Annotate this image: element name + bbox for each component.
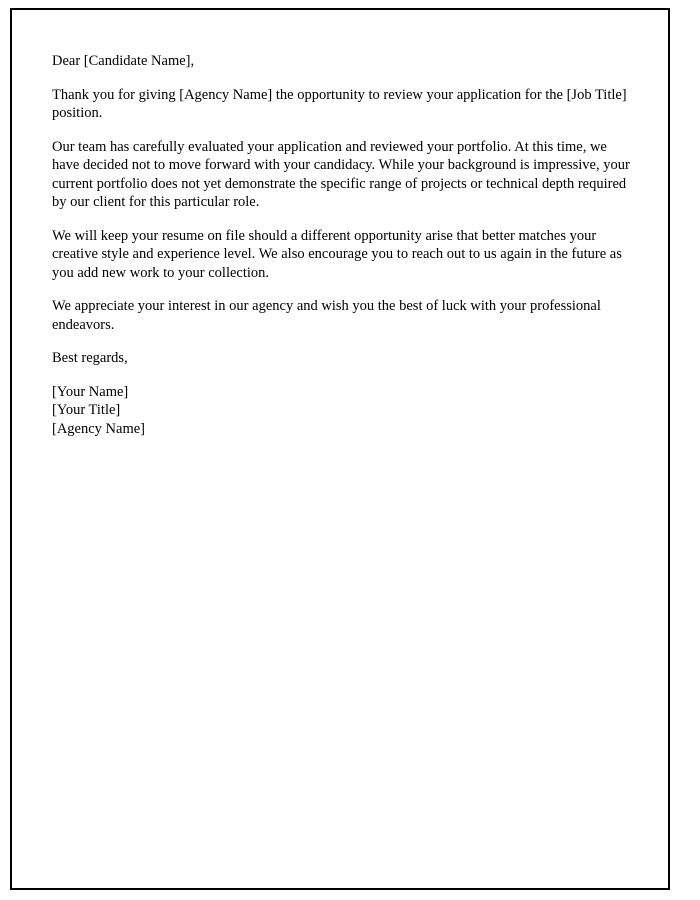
signature-title: [Your Title] [52,402,121,418]
letter-body [12,10,668,438]
closing: Best regards, [52,350,128,366]
letter-page [10,8,670,890]
paragraph-decision: Our team has carefully evaluated your application and reviewed your portfolio. At this time, we have decided not to move forward with your candidacy. While your background is impressive, your current portfolio does not yet demonstrate the specific range of projects or technical depth required by our client for this particular role. [52,138,630,210]
signature-agency: [Agency Name] [52,420,145,437]
signature-name: [Your Name] [52,383,129,400]
paragraph-well-wishes: We appreciate your interest in our agency and wish you the best of luck with your professional endeavors. [52,298,601,333]
paragraph-intro: Thank you for giving [Agency Name] the opportunity to review your application for the [Job Title] position. [52,86,627,121]
paragraph-keep-on-file: We will keep your resume on file should a different opportunity arise that better matches your creative style and experience level. We also encourage you to reach out to us again in the future as you add new work to your collection. [52,227,622,281]
signature-block [52,383,630,439]
salutation: Dear [Candidate Name], [52,53,195,69]
